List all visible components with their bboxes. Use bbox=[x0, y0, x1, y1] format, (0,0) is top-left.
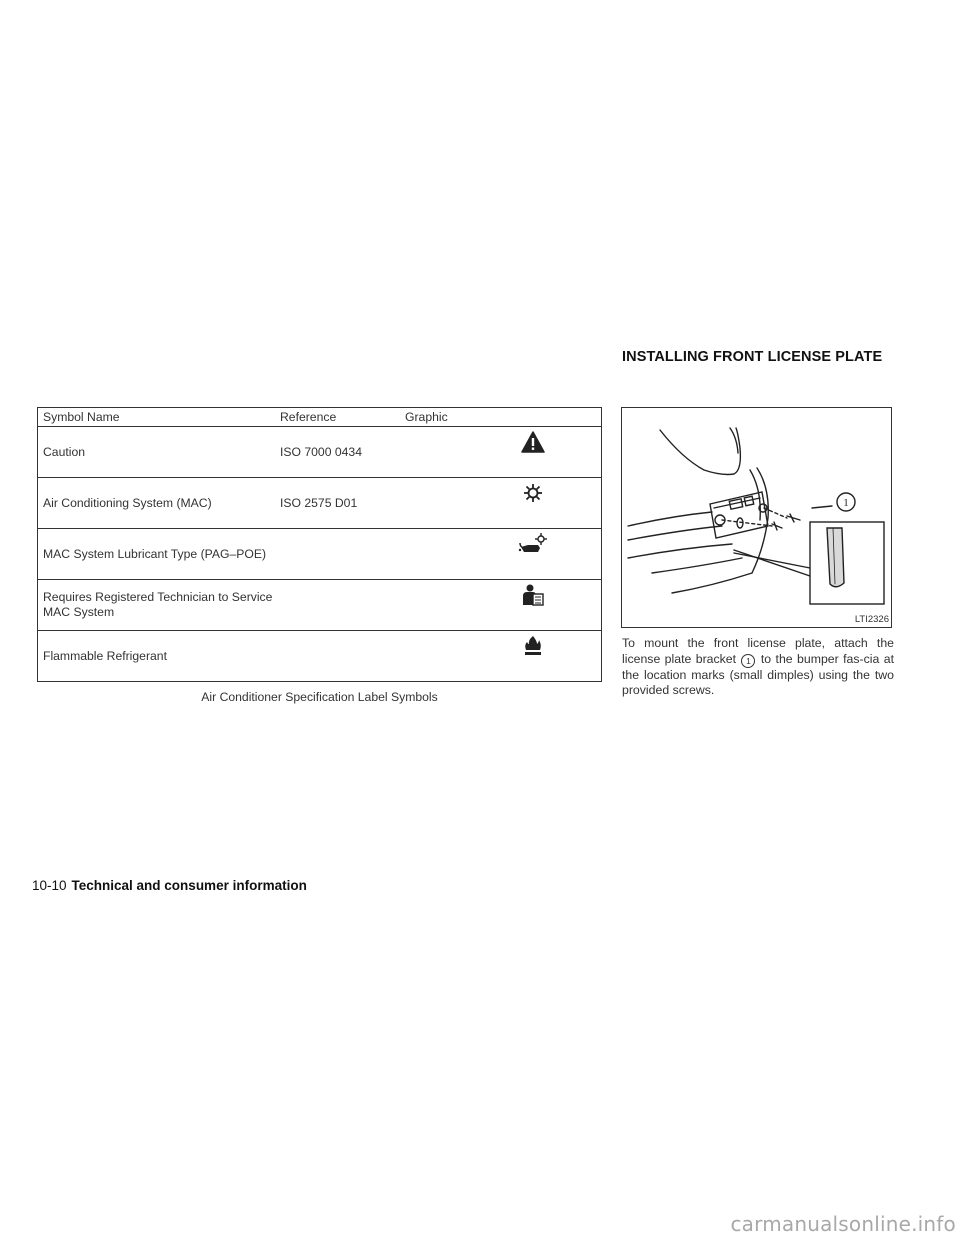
symbol-reference bbox=[275, 631, 400, 682]
table-row bbox=[38, 580, 602, 631]
symbol-reference: ISO 7000 0434 bbox=[275, 427, 400, 478]
instruction-text-start: To mount the front license plate, attach the license plate bracket bbox=[622, 636, 894, 666]
watermark: carmanualsonline.info bbox=[730, 1212, 956, 1236]
symbol-name: Air Conditioning System (MAC) bbox=[38, 478, 276, 529]
technician-manual-icon bbox=[521, 583, 545, 607]
flame-icon bbox=[523, 635, 543, 657]
air-conditioning-icon bbox=[523, 483, 543, 503]
table-row bbox=[38, 631, 602, 682]
chapter-title: Technical and consumer information bbox=[71, 878, 307, 893]
page-footer bbox=[32, 878, 307, 893]
header-symbol-name: Symbol Name bbox=[38, 408, 276, 427]
figure-id: LTI2326 bbox=[854, 614, 889, 625]
symbol-reference bbox=[275, 580, 400, 631]
instruction-paragraph bbox=[622, 636, 894, 699]
lubricant-oil-can-icon bbox=[518, 533, 548, 555]
bumper-illustration bbox=[622, 408, 891, 627]
symbol-graphic bbox=[400, 478, 602, 529]
symbol-graphic bbox=[400, 529, 602, 580]
table-row bbox=[38, 529, 602, 580]
callout-marker: 1 bbox=[741, 654, 755, 668]
symbol-graphic bbox=[400, 631, 602, 682]
instruction-text-end: to the bumper fas-cia at the location marks (small dimples) using the two provided screws. bbox=[622, 651, 895, 698]
symbol-name: Flammable Refrigerant bbox=[38, 631, 276, 682]
caution-triangle-icon bbox=[521, 431, 545, 453]
table-row bbox=[38, 427, 602, 478]
symbol-table bbox=[37, 407, 602, 682]
symbol-name: MAC System Lubricant Type (PAG–POE) bbox=[38, 529, 276, 580]
page-number: 10-10 bbox=[32, 878, 67, 893]
symbol-name: Caution bbox=[38, 427, 276, 478]
license-plate-figure bbox=[621, 407, 892, 628]
table-caption: Air Conditioner Specification Label Symbols bbox=[201, 690, 438, 704]
symbol-graphic bbox=[400, 580, 602, 631]
symbol-name: Requires Registered Technician to Service MAC System bbox=[38, 580, 276, 631]
header-reference: Reference bbox=[275, 408, 400, 427]
figure-callout-number: 1 bbox=[843, 497, 849, 509]
symbol-reference: ISO 2575 D01 bbox=[275, 478, 400, 529]
table-row bbox=[38, 478, 602, 529]
table-header-row bbox=[38, 408, 602, 427]
symbol-graphic bbox=[400, 427, 602, 478]
symbol-reference bbox=[275, 529, 400, 580]
header-graphic: Graphic bbox=[400, 408, 602, 427]
section-heading: INSTALLING FRONT LICENSE PLATE bbox=[622, 349, 883, 365]
